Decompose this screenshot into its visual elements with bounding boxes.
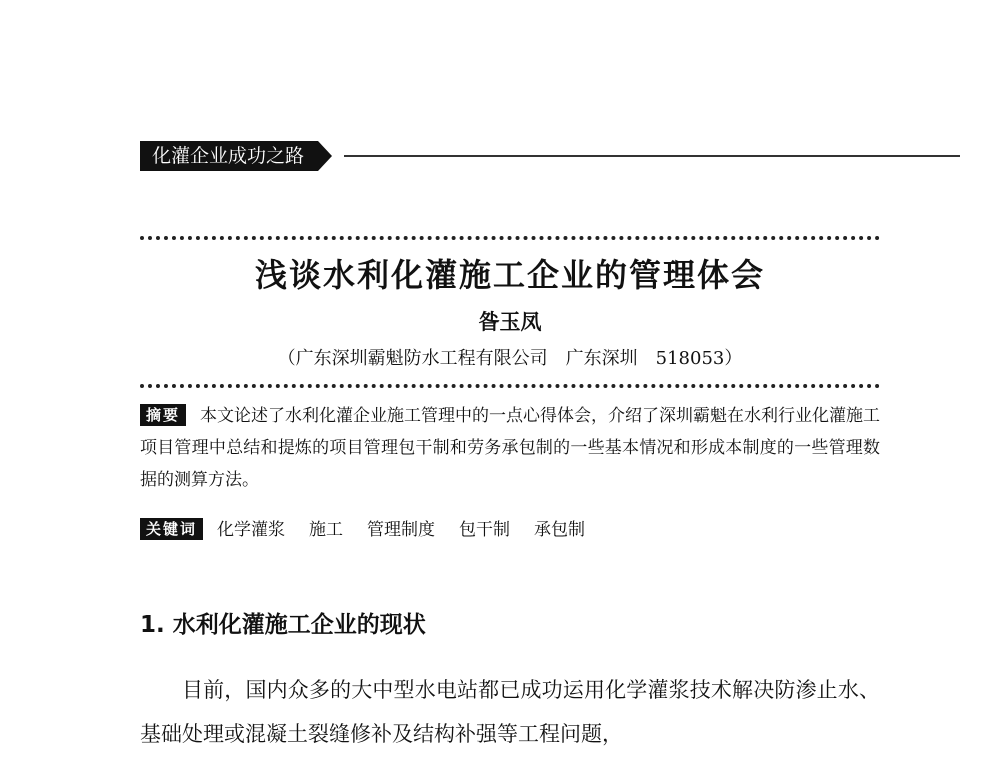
section-heading: 1. 水利化灌施工企业的现状 (140, 612, 426, 638)
abstract (140, 400, 880, 496)
keyword-item: 化学灌浆 (217, 520, 286, 540)
abstract-text: 本文论述了水利化灌企业施工管理中的一点心得体会，介绍了深圳霸魁在水利行业化灌施工项目管理中总结和提炼的项目管理包干制和劳务承包制的一些基本情况和形成本制度的一些管理数据的测算方法。 (140, 406, 881, 490)
keyword-item: 管理制度 (367, 520, 436, 540)
banner-arrow-icon (318, 141, 332, 171)
section-banner-label: 化灌企业成功之路 (140, 141, 318, 171)
keyword-item: 承包制 (534, 520, 586, 540)
dotted-divider-top (140, 236, 880, 240)
abstract-tag: 摘要 (140, 404, 186, 426)
keywords-tag: 关键词 (140, 518, 203, 540)
dotted-divider-bottom (140, 384, 880, 388)
keyword-item: 包干制 (459, 520, 511, 540)
article-title: 浅谈水利化灌施工企业的管理体会 (254, 256, 765, 294)
banner-rule (344, 155, 960, 157)
section-banner (140, 141, 960, 171)
body-paragraph: 目前，国内众多的大中型水电站都已成功运用化学灌浆技术解决防渗止水、基础处理或混凝土裂缝修补及结构补强等工程问题， (140, 678, 880, 746)
keywords (140, 514, 880, 546)
article-author: 昝玉凤 (478, 309, 542, 334)
author-affiliation: （广东深圳霸魁防水工程有限公司 广东深圳 518053） (277, 348, 743, 369)
keyword-item: 施工 (309, 520, 344, 540)
